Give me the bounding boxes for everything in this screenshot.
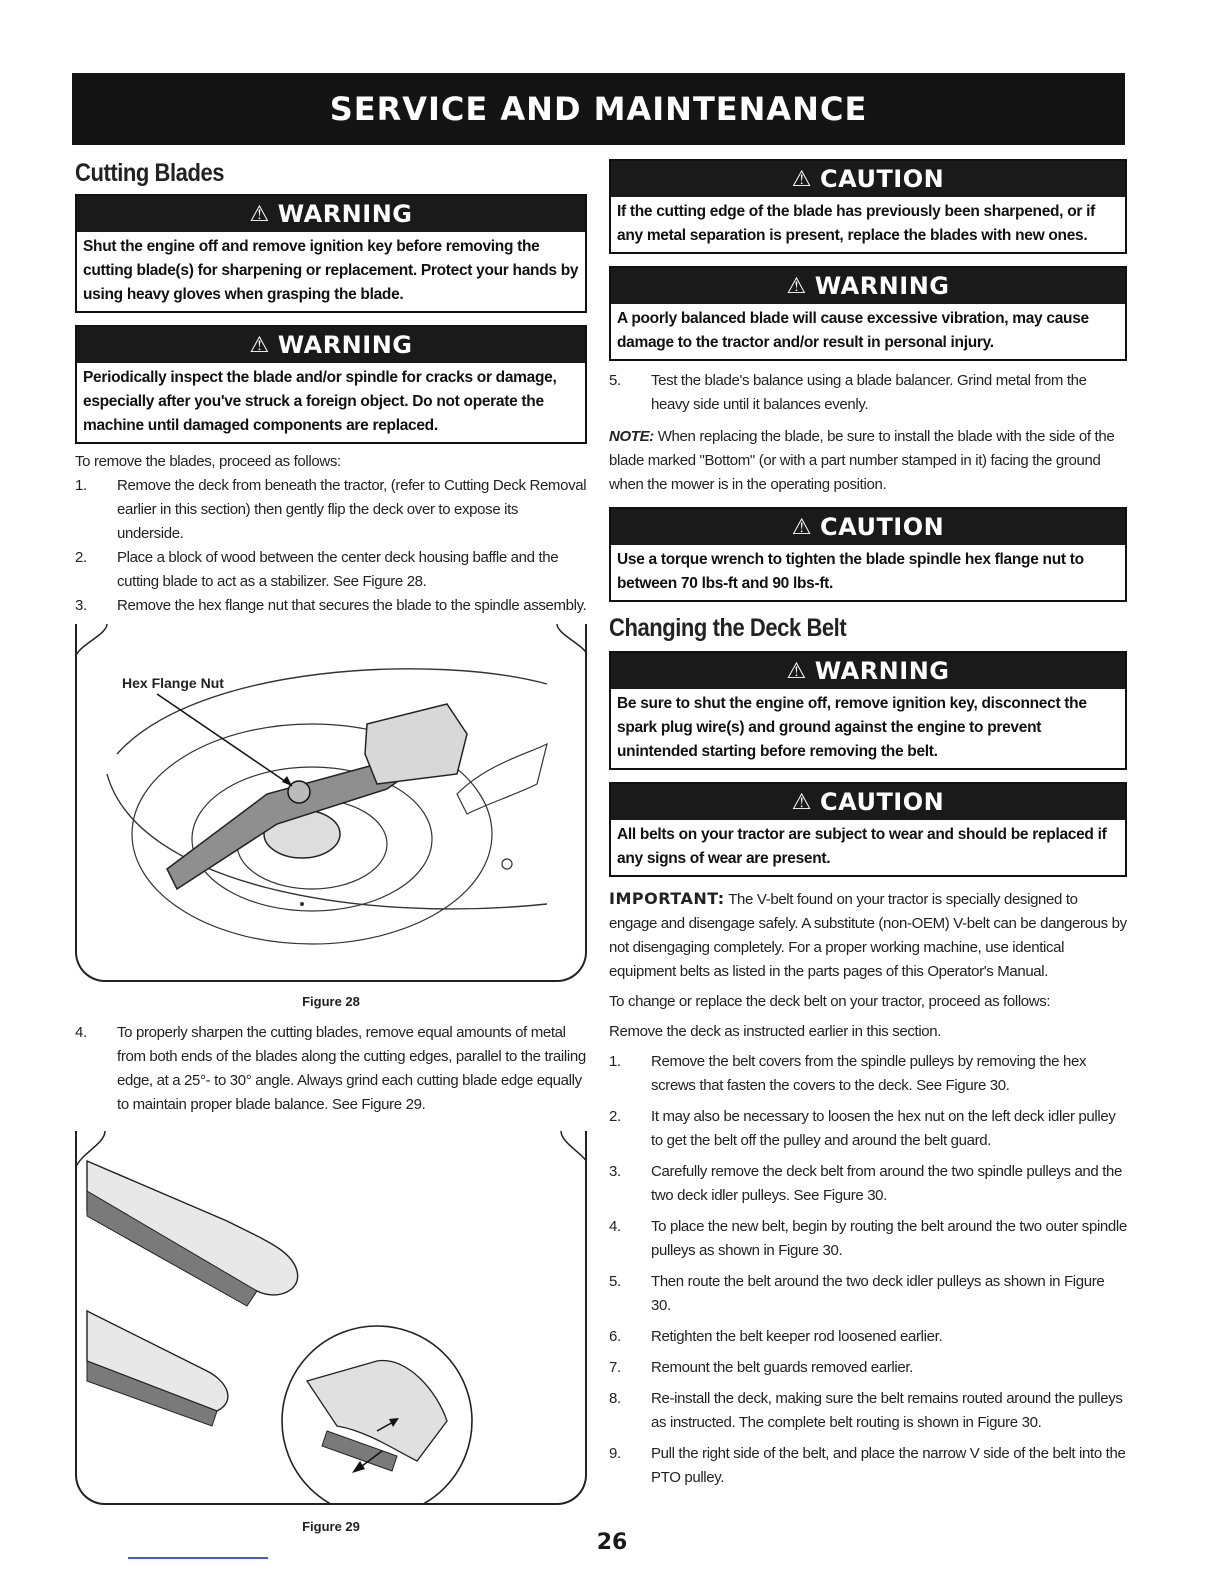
warning-label: WARNING [814,657,950,685]
list-item: 9. Pull the right side of the belt, and place the narrow V side of the belt into the PTO pulley. [609,1445,1126,1486]
remove-blades-intro: To remove the blades, proceed as follows: [75,453,341,470]
warning-text: A poorly balanced blade will cause excessive vibration, may cause damage to the tractor and/or result in personal injury. [617,310,1089,351]
warning-header [611,653,1125,689]
warning-text: Shut the engine off and remove ignition key before removing the cutting blade(s) for sharpening or replacement. Protect your hands by using heavy gloves when grasping the blade. [83,238,579,303]
note-paragraph [609,425,1127,497]
caution-text: If the cutting edge of the blade has previously been sharpened, or if any metal separation is present, replace the blades with new ones. [617,203,1095,244]
warning-triangle-icon: ⚠ [786,273,807,299]
list-item: 7. Remount the belt guards removed earlier. [609,1359,913,1376]
warning-text: Be sure to shut the engine off, remove ignition key, disconnect the spark plug wire(s) and ground against the engine to prevent unintended starting before removing the belt. [617,695,1087,760]
list-item: 3. Carefully remove the deck belt from around the two spindle pulleys and the two deck idler pulleys. See Figure 30. [609,1163,1123,1204]
caution-text: Use a torque wrench to tighten the blade spindle hex flange nut to between 70 lbs-ft and 90 lbs-ft. [617,551,1084,592]
left-column [75,155,587,1534]
warning-header [611,268,1125,304]
warning-triangle-icon: ⚠ [249,201,270,227]
list-item: 4. To place the new belt, begin by routing the belt around the two outer spindle pulleys as shown in Figure 30. [609,1218,1127,1259]
caution-label: CAUTION [820,165,945,193]
important-label: IMPORTANT: [609,889,725,908]
section-title-cutting-blades: Cutting Blades [75,159,225,187]
warning-text: Periodically inspect the blade and/or spindle for cracks or damage, especially after you've struck a foreign object. Do not operate the machine until damaged components are replaced. [83,369,557,434]
figure-28-illustration [75,624,587,982]
caution-label: CAUTION [820,788,945,816]
warning-box-2 [75,325,587,444]
important-paragraph [609,887,1127,984]
warning-triangle-icon: ⚠ [249,332,270,358]
list-item: 2. Place a block of wood between the center deck housing baffle and the cutting blade to act as a stabilizer. See Figure 28. [75,549,559,590]
caution-box-2 [609,507,1127,602]
change-belt-steps [609,1050,1127,1490]
warning-header [77,196,585,232]
list-item: 2. It may also be necessary to loosen the hex nut on the left deck idler pulley to get the belt off the pulley and around the belt guard. [609,1108,1116,1149]
caution-header [611,161,1125,197]
important-text: The V-belt found on your tractor is specially designed to engage and disengage safely. A substitute (non-OEM) V-belt can be dangerous by not disengaging completely. For a proper working machine, use identical equipment belts as listed in the parts pages of this Operator's Manual. [609,891,1127,980]
change-belt-intro: To change or replace the deck belt on your tractor, proceed as follows: [609,993,1051,1010]
remove-blades-steps [75,474,587,618]
blade-sharpening-drawing [77,1131,587,1503]
figure-28-caption: Figure 28 [302,994,360,1009]
warning-triangle-icon: ⚠ [791,789,812,815]
page-banner: SERVICE AND MAINTENANCE [72,73,1125,145]
list-item: 1. Remove the deck from beneath the tractor, (refer to Cutting Deck Removal earlier in this section) then gently flip the deck over to expose its underside. [75,477,587,542]
sharpen-step [75,1021,587,1117]
warning-box-1 [75,194,587,313]
right-column [609,159,1127,1497]
warning-header [77,327,585,363]
caution-header [611,509,1125,545]
list-item: 6. Retighten the belt keeper rod loosened earlier. [609,1328,943,1345]
figure-29-illustration [75,1131,587,1505]
caution-box-1 [609,159,1127,254]
warning-triangle-icon: ⚠ [791,166,812,192]
balance-step [609,369,1127,417]
caution-box-3 [609,782,1127,877]
page-number: 26 [596,1530,628,1555]
warning-triangle-icon: ⚠ [786,658,807,684]
note-label: NOTE: [609,428,654,445]
note-text: When replacing the blade, be sure to install the blade with the side of the blade marked "Bottom" (or with a part number stamped in it) facing the ground when the mower is in the operating position. [609,428,1115,493]
caution-header [611,784,1125,820]
figure-29-caption: Figure 29 [302,1519,360,1534]
caution-text: All belts on your tractor are subject to wear and should be replaced if any signs of wear are present. [617,826,1107,867]
list-item: 4. To properly sharpen the cutting blades, remove equal amounts of metal from both ends of the blades along the cutting edges, parallel to the trailing edge, at a 25°- to 30° angle. Always grind each cutting blade edge equally to maintain proper blade balance. See Figure 29. [75,1024,586,1113]
warning-label: WARNING [277,200,413,228]
warning-label: WARNING [814,272,950,300]
hex-flange-nut-label: Hex Flange Nut [122,675,224,691]
list-item: 8. Re-install the deck, making sure the belt remains routed around the pulleys as instructed. The complete belt routing is shown in Figure 30. [609,1390,1123,1431]
remove-deck-instruction: Remove the deck as instructed earlier in this section. [609,1023,942,1040]
section-title-changing-deck-belt: Changing the Deck Belt [609,614,847,642]
caution-label: CAUTION [820,513,945,541]
list-item: 5. Then route the belt around the two deck idler pulleys as shown in Figure 30. [609,1273,1105,1314]
list-item: 5. Test the blade's balance using a blade balancer. Grind metal from the heavy side until it balances evenly. [609,372,1087,413]
footer-rule [128,1557,268,1559]
warning-triangle-icon: ⚠ [791,514,812,540]
warning-box-3 [609,266,1127,361]
list-item: 1. Remove the belt covers from the spindle pulleys by removing the hex screws that fasten the covers to the deck. See Figure 30. [609,1053,1087,1094]
warning-box-4 [609,651,1127,770]
list-item: 3. Remove the hex flange nut that secures the blade to the spindle assembly. [75,597,587,614]
deck-underside-drawing [77,624,587,980]
warning-label: WARNING [277,331,413,359]
